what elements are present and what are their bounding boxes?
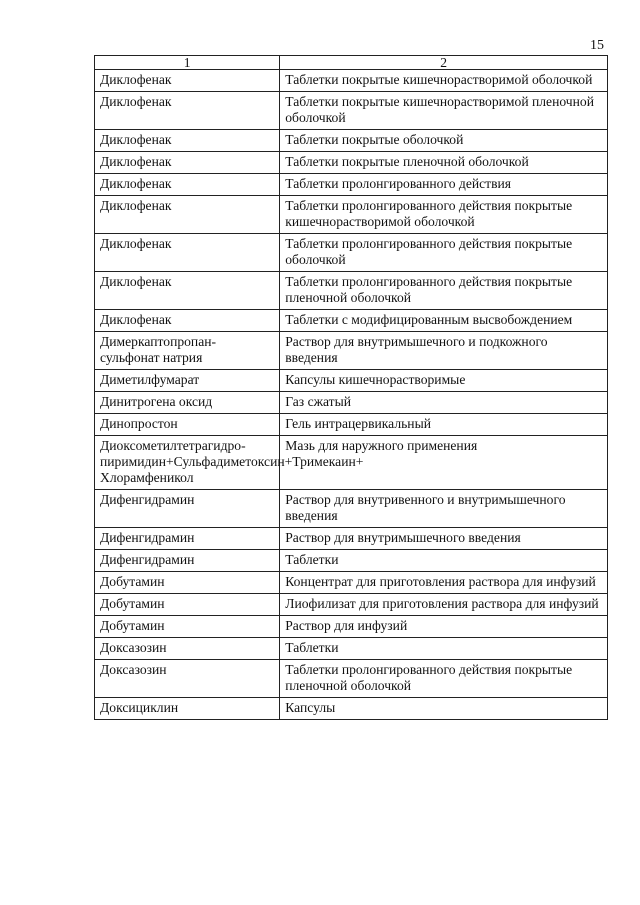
dosage-form-cell: Лиофилизат для приготовления раствора для инфузий xyxy=(280,594,608,616)
drug-forms-table xyxy=(94,55,608,720)
drug-name-cell: Диоксометилтетрагидро-пиримидин+Сульфадиметоксин+Тримекаин+ Хлорамфеникол xyxy=(95,436,280,490)
dosage-form-cell: Раствор для внутривенного и внутримышечного введения xyxy=(280,490,608,528)
drug-name-cell: Динопростон xyxy=(95,414,280,436)
drug-name-cell: Диклофенак xyxy=(95,196,280,234)
table-row xyxy=(95,572,608,594)
drug-name-cell: Добутамин xyxy=(95,594,280,616)
drug-name-cell: Диклофенак xyxy=(95,272,280,310)
table-row xyxy=(95,234,608,272)
table-row xyxy=(95,332,608,370)
dosage-form-cell: Раствор для внутримышечного и подкожного введения xyxy=(280,332,608,370)
column-header-2: 2 xyxy=(280,56,608,70)
table-row xyxy=(95,92,608,130)
dosage-form-cell: Таблетки покрытые кишечнорастворимой оболочкой xyxy=(280,70,608,92)
table-row xyxy=(95,414,608,436)
table-row xyxy=(95,616,608,638)
drug-name-cell: Диклофенак xyxy=(95,310,280,332)
drug-name-cell: Дифенгидрамин xyxy=(95,528,280,550)
drug-name-cell: Димеркаптопропан-сульфонат натрия xyxy=(95,332,280,370)
table-row xyxy=(95,196,608,234)
table-row xyxy=(95,272,608,310)
table-header-row xyxy=(95,56,608,70)
drug-name-cell: Диметилфумарат xyxy=(95,370,280,392)
dosage-form-cell: Концентрат для приготовления раствора для инфузий xyxy=(280,572,608,594)
drug-name-cell: Добутамин xyxy=(95,572,280,594)
drug-name-cell: Динитрогена оксид xyxy=(95,392,280,414)
dosage-form-cell: Раствор для внутримышечного введения xyxy=(280,528,608,550)
drug-name-cell: Диклофенак xyxy=(95,234,280,272)
drug-name-cell: Диклофенак xyxy=(95,174,280,196)
dosage-form-cell: Таблетки с модифицированным высвобождением xyxy=(280,310,608,332)
table-row xyxy=(95,594,608,616)
dosage-form-cell: Капсулы кишечнорастворимые xyxy=(280,370,608,392)
table-row xyxy=(95,70,608,92)
dosage-form-cell: Таблетки пролонгированного действия покрытые пленочной оболочкой xyxy=(280,272,608,310)
dosage-form-cell: Таблетки пролонгированного действия покрытые пленочной оболочкой xyxy=(280,660,608,698)
drug-name-cell: Диклофенак xyxy=(95,152,280,174)
table-row xyxy=(95,660,608,698)
dosage-form-cell: Таблетки пролонгированного действия покрытые оболочкой xyxy=(280,234,608,272)
dosage-form-cell: Капсулы xyxy=(280,698,608,720)
dosage-form-cell: Газ сжатый xyxy=(280,392,608,414)
table-row xyxy=(95,174,608,196)
dosage-form-cell: Таблетки пролонгированного действия покрытые кишечнорастворимой оболочкой xyxy=(280,196,608,234)
dosage-form-cell: Таблетки xyxy=(280,638,608,660)
table-row xyxy=(95,528,608,550)
table-row xyxy=(95,310,608,332)
table-row xyxy=(95,436,608,490)
drug-name-cell: Диклофенак xyxy=(95,70,280,92)
dosage-form-cell: Таблетки пролонгированного действия xyxy=(280,174,608,196)
table-row xyxy=(95,130,608,152)
table-row xyxy=(95,370,608,392)
table-row xyxy=(95,392,608,414)
drug-name-cell: Доксазозин xyxy=(95,638,280,660)
dosage-form-cell: Таблетки покрытые пленочной оболочкой xyxy=(280,152,608,174)
drug-name-cell: Диклофенак xyxy=(95,130,280,152)
drug-name-cell: Дифенгидрамин xyxy=(95,490,280,528)
dosage-form-cell: Таблетки покрытые оболочкой xyxy=(280,130,608,152)
table-row xyxy=(95,638,608,660)
drug-name-cell: Доксазозин xyxy=(95,660,280,698)
dosage-form-cell: Таблетки xyxy=(280,550,608,572)
drug-name-cell: Добутамин xyxy=(95,616,280,638)
dosage-form-cell: Гель интрацервикальный xyxy=(280,414,608,436)
dosage-form-cell: Мазь для наружного применения xyxy=(280,436,608,490)
column-header-1: 1 xyxy=(95,56,280,70)
dosage-form-cell: Таблетки покрытые кишечнорастворимой пленочной оболочкой xyxy=(280,92,608,130)
drug-name-cell: Доксициклин xyxy=(95,698,280,720)
drug-name-cell: Дифенгидрамин xyxy=(95,550,280,572)
drug-name-cell: Диклофенак xyxy=(95,92,280,130)
table-row xyxy=(95,490,608,528)
table-row xyxy=(95,550,608,572)
table-row xyxy=(95,152,608,174)
dosage-form-cell: Раствор для инфузий xyxy=(280,616,608,638)
table-row xyxy=(95,698,608,720)
page-number: 15 xyxy=(590,38,604,53)
